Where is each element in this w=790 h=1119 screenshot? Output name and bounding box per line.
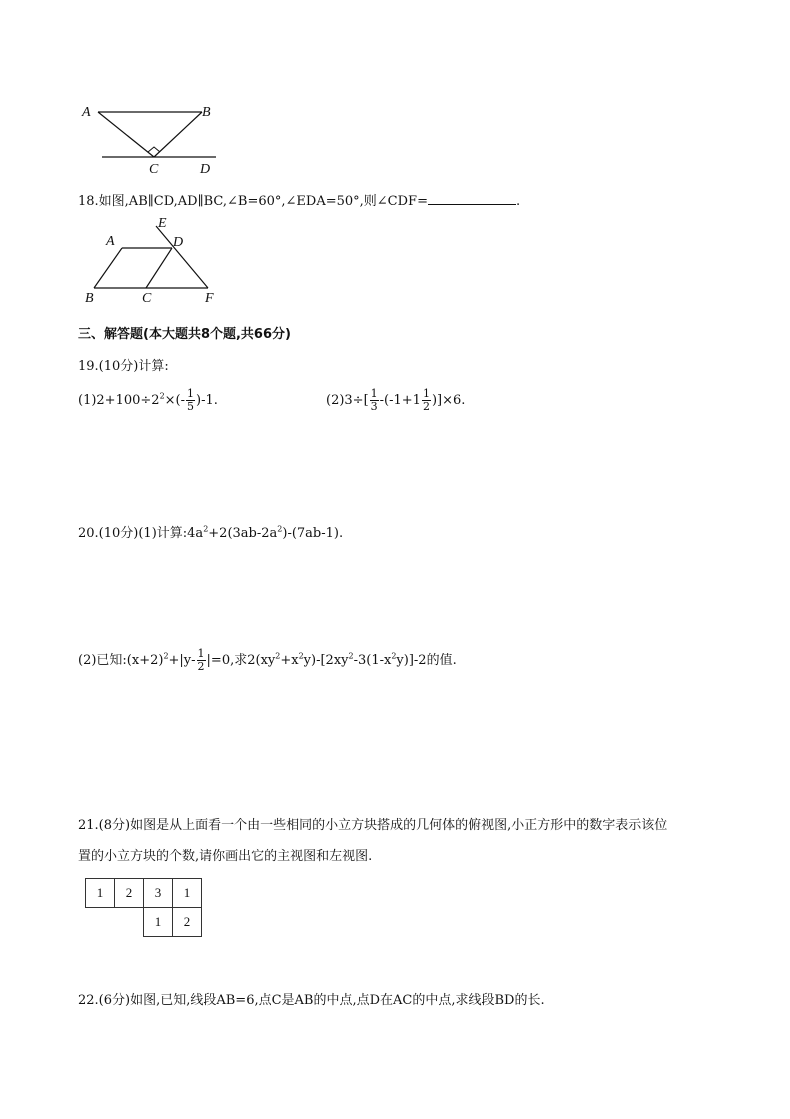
- label-a: A: [82, 105, 91, 120]
- grid-cell: 1: [144, 908, 173, 937]
- label-b: B: [202, 105, 211, 120]
- section-heading: 三、解答题(本大题共8个题,共66分): [78, 327, 291, 342]
- question-19-part1: $(1)2+100\div 2^2\times(-$ $\frac{1}{5}$ )-1.: [78, 387, 218, 413]
- label-b: B: [85, 291, 94, 306]
- label-c: C: [149, 162, 159, 177]
- question-22: 22.(6分)如图,已知,线段AB=6,点C是AB的中点,点D在AC的中点,求线段BD的长.: [78, 993, 545, 1008]
- label-f: F: [205, 291, 214, 306]
- fraction: $\frac{1}{2}$: [422, 387, 430, 413]
- grid-cell: 2: [173, 908, 202, 937]
- fraction: $\frac{1}{3}$: [370, 387, 378, 413]
- parallelogram-figure: [78, 212, 228, 307]
- label-a: A: [106, 234, 115, 249]
- label-d: D: [200, 162, 211, 177]
- grid-cell: 3: [144, 879, 173, 908]
- question-19-title: 19.(10分)计算:: [78, 359, 169, 374]
- label-d: D: [173, 235, 184, 250]
- grid-cell: 1: [86, 879, 115, 908]
- label-e: E: [158, 216, 167, 231]
- grid-cell-empty: [86, 908, 115, 937]
- answer-blank[interactable]: [428, 193, 516, 205]
- question-21-line1: 21.(8分)如图是从上面看一个由一些相同的小立方块搭成的几何体的俯视图,小正方形中的数字表示该位: [78, 818, 668, 833]
- grid-cell-empty: [115, 908, 144, 937]
- question-18: [78, 190, 520, 209]
- question-20-part1: 20.(10分)(1)计算$:4a^2+2(3ab-2a^2)-(7ab-1)$.: [78, 524, 344, 541]
- question-18-text: 18.如图,AB∥CD,AD∥BC,∠B=60°,∠EDA=50°,则∠CDF=: [78, 194, 428, 209]
- grid-cell: 1: [173, 879, 202, 908]
- question-20-part2: (2)已知$:(x+2)^2+|y-$ $\frac{1}{2}$ |=0,求$2(xy^2+x^2y)-[2xy^2-3(1-x^2y)]-2$的值.: [78, 647, 457, 673]
- fraction: $\frac{1}{2}$: [197, 647, 205, 673]
- question-19-part2: (2)3÷[ $\frac{1}{3}$ -(-1+1 $\frac{1}{2}$ )]×6.: [326, 387, 466, 413]
- label-c: C: [142, 291, 152, 306]
- top-view-grid: [85, 878, 202, 937]
- question-21-line2: 置的小立方块的个数,请你画出它的主视图和左视图.: [78, 849, 373, 864]
- grid-cell: 2: [115, 879, 144, 908]
- question-18-end: .: [515, 194, 521, 209]
- fraction: $\frac{1}{5}$: [187, 387, 195, 413]
- triangle-figure: [76, 100, 226, 180]
